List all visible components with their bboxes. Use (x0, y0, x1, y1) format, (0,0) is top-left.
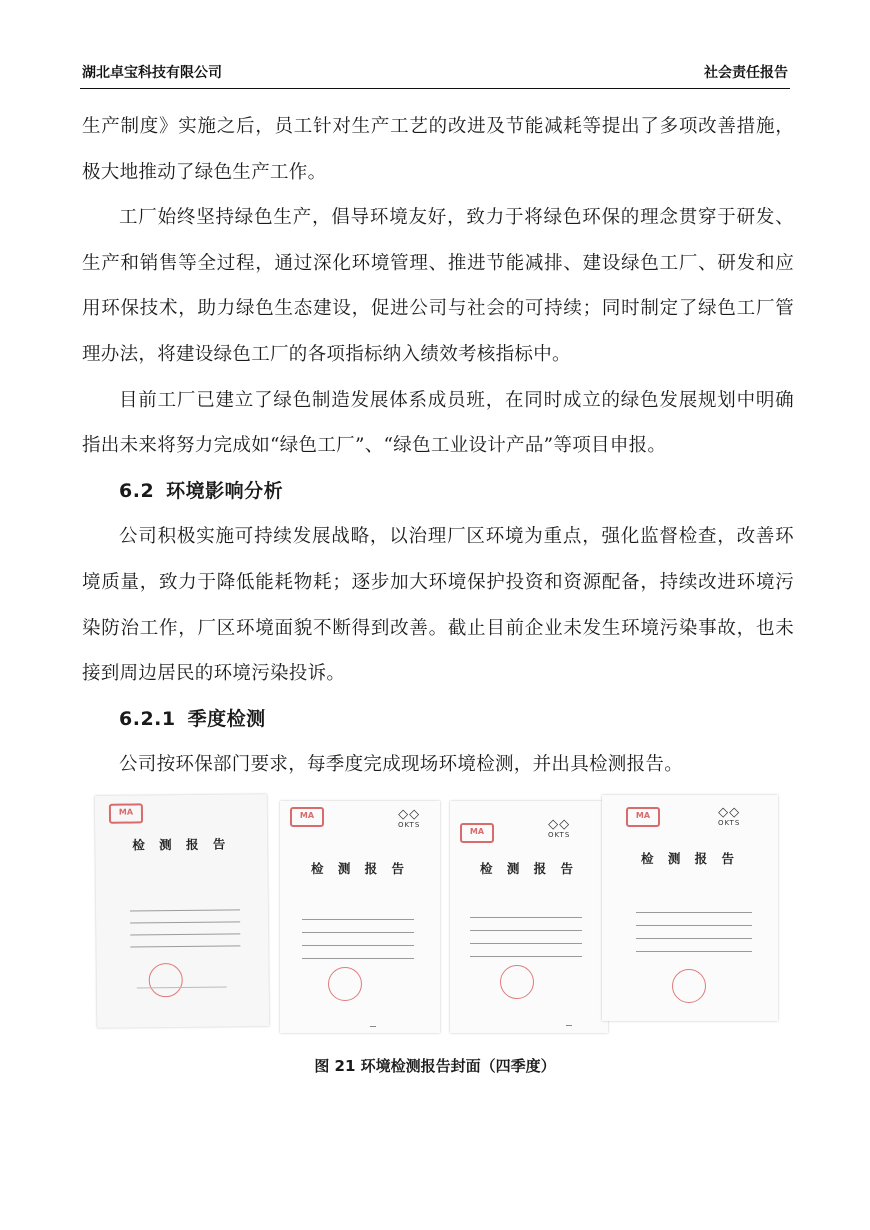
paragraph-4: 公司积极实施可持续发展战略，以治理厂区环境为重点，强化监督检查，改善环境质量，致力于降低能耗物耗；逐步加大环境保护投资和资源配备，持续改进环境污染防治工作，厂区环境面貌不断得到改善。截止目前企业未发生环境污染事故，也未接到周边居民的环境污染投诉。 (82, 526, 794, 685)
report-cover-3 (450, 801, 608, 1033)
form-line (302, 919, 414, 920)
ma-mark: MA (290, 807, 324, 827)
okts-logo-icon: ◇◇ (718, 805, 741, 820)
okts-label: OKTS (548, 831, 571, 839)
report-cover-title: 检 测 报 告 (479, 861, 579, 876)
form-line (302, 932, 414, 933)
report-cover-4 (602, 795, 778, 1021)
form-line (137, 987, 227, 989)
report-cover-1 (95, 794, 269, 1028)
form-line (636, 912, 752, 913)
form-line (470, 917, 582, 918)
form-line (302, 958, 414, 959)
section-title: 季度检测 (187, 707, 266, 730)
paragraph-2: 工厂始终坚持绿色生产，倡导环境友好，致力于将绿色环保的理念贯穿于研发、生产和销售等全过程，通过深化环境管理、推进节能减排、建设绿色工厂、研发和应用环保技术，助力绿色生态建设，促进公司与社会的可持续；同时制定了绿色工厂管理办法，将建设绿色工厂的各项指标纳入绩效考核指标中。 (82, 207, 794, 365)
form-line (470, 930, 582, 931)
okts-logo-icon: ◇◇ (398, 807, 421, 822)
ma-mark: MA (626, 807, 660, 827)
page-mark (370, 1026, 376, 1027)
section-heading-6-2-1 (82, 697, 794, 743)
okts-label: OKTS (398, 821, 421, 829)
paragraph-5: 公司按环保部门要求，每季度完成现场环境检测，并出具检测报告。 (119, 754, 684, 776)
paragraph-3: 目前工厂已建立了绿色制造发展体系成员班，在同时成立的绿色发展规划中明确指出未来将努力完成如“绿色工厂”、“绿色工业设计产品”等项目申报。 (82, 389, 794, 457)
body-text (82, 104, 794, 788)
header-rule (80, 88, 790, 89)
form-line (302, 945, 414, 946)
okts-mark (398, 809, 420, 829)
report-cover-title: 检 测 报 告 (640, 851, 740, 866)
form-line (130, 921, 240, 923)
okts-mark (548, 819, 570, 839)
form-line (130, 945, 240, 947)
form-line (636, 938, 752, 939)
okts-logo-icon: ◇◇ (548, 817, 571, 832)
report-cover-title: 检 测 报 告 (132, 836, 231, 853)
report-covers-figure (94, 795, 784, 1035)
report-cover-title: 检 测 报 告 (310, 861, 410, 876)
form-line (470, 943, 582, 944)
section-heading-6-2 (82, 469, 794, 515)
report-cover-2 (280, 801, 440, 1033)
okts-mark (718, 807, 740, 827)
section-title: 环境影响分析 (166, 479, 284, 502)
form-line (636, 925, 752, 926)
red-seal (672, 969, 706, 1003)
form-line (470, 956, 582, 957)
header-report-title: 社会责任报告 (704, 65, 788, 81)
form-line (130, 933, 240, 935)
section-number: 6.2.1 (119, 707, 176, 730)
form-line (636, 951, 752, 952)
figure-caption: 图 21 环境检测报告封面（四季度） (314, 1057, 556, 1075)
section-number: 6.2 (119, 479, 155, 502)
red-seal (328, 967, 362, 1001)
header-company: 湖北卓宝科技有限公司 (82, 65, 222, 81)
paragraph-1: 生产制度》实施之后，员工针对生产工艺的改进及节能减耗等提出了多项改善措施，极大地推动了绿色生产工作。 (82, 116, 794, 183)
ma-mark: MA (460, 823, 494, 843)
form-line (130, 909, 240, 911)
ma-mark: MA (109, 803, 143, 823)
page-mark (566, 1025, 572, 1026)
red-seal (149, 963, 183, 997)
okts-label: OKTS (718, 819, 741, 827)
red-seal (500, 965, 534, 999)
